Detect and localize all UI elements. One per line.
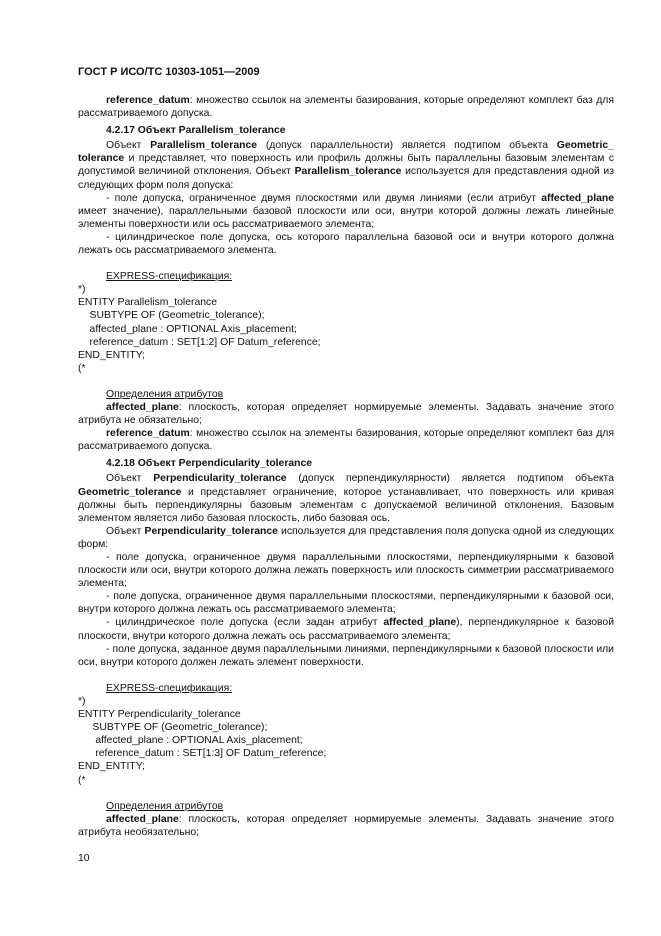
definition: : плоскость, которая определяет нормируемые элементы. Задавать значение этого атрибута необязательно;: [78, 813, 614, 838]
s17-list-item: - цилиндрическое поле допуска, ось которого параллельна базовой оси и внутри которого должна лежать ось рассматриваемого элемента.: [78, 231, 614, 257]
s18-list-item: - поле допуска, заданное двумя параллельными линиями, перпендикулярными к базовой плоскости или оси, внутри которого должен лежать элемент поверхности.: [78, 643, 614, 668]
definition: : множество ссылок на элементы базирования, которые определяют комплект баз для рассматриваемого допуска.: [78, 428, 614, 453]
term: Parallelism_tolerance: [294, 166, 402, 178]
s18-list-item: - поле допуска, ограниченное двумя параллельными плоскостями, перпендикулярными к базовой плоскости или оси, внутри которого должна лежать поверхность или плоскость симметрии рассматриваемого элемента;: [78, 552, 614, 590]
term: affected_plane: [383, 617, 457, 629]
express-code: [78, 695, 614, 787]
term: reference_datum: [106, 428, 190, 440]
code-line: reference_datum : SET[1:3] OF Datum_reference;: [78, 748, 327, 760]
code-line: reference_datum : SET[1:2] OF Datum_reference;: [78, 336, 321, 348]
express-label: EXPRESS-спецификация:: [106, 682, 233, 694]
s18-list-item: [78, 616, 614, 642]
code-line: affected_plane : OPTIONAL Axis_placement;: [78, 735, 303, 747]
term: affected_plane: [541, 192, 614, 204]
term: reference_datum: [106, 95, 190, 106]
code-line: *): [78, 695, 86, 707]
rd-paragraph: [78, 94, 614, 120]
s18-list-item: - поле допуска, ограниченное двумя параллельными плоскостями, перпендикулярными к базовой оси, внутри которого должна лежать ось рассматриваемого элемента;: [78, 591, 614, 616]
definition: : множество ссылок на элементы базирования, которые определяют комплект баз для рассматриваемого допуска.: [78, 95, 614, 120]
text: - цилиндрическое поле допуска (если задан атрибут: [106, 617, 384, 629]
text: ), перпендикулярное к базовой плоскости, внутри которого должна лежать ось рассматриваемого элемента;: [78, 617, 614, 642]
express-label: EXPRESS-спецификация:: [106, 271, 233, 283]
attr-paragraph: [78, 427, 614, 453]
code-line: SUBTYPE OF (Geometric_tolerance);: [78, 310, 265, 322]
code-line: ENTITY Perpendicularity_tolerance: [78, 709, 241, 721]
s17-paragraph: [78, 139, 614, 191]
text: используется для представления поля допуска одной из следующих форм:: [78, 525, 614, 550]
definition: : плоскость, которая определяет нормируемые элементы. Задавать значение этого атрибута не обязательно;: [78, 401, 614, 427]
s18-paragraph: [78, 472, 614, 524]
text: имеет значение), параллельными базовой плоскости или оси, внутри которой должны лежать линейные элементы поверхности или ось рассматриваемого элемента;: [78, 205, 614, 230]
page-content: [78, 94, 614, 839]
attr-paragraph: [78, 813, 614, 839]
text: используется для представления одной из следующих форм поля допуска:: [78, 166, 614, 191]
code-line: (*: [78, 774, 86, 786]
term: Parallelism_tolerance: [150, 140, 258, 152]
text: Объект: [106, 525, 145, 537]
code-line: END_ENTITY;: [78, 349, 145, 361]
s18-paragraph: [78, 525, 614, 551]
code-line: affected_plane : OPTIONAL Axis_placement;: [78, 323, 297, 335]
term: Perpendicularity_tolerance: [153, 473, 287, 485]
page-number: 10: [78, 853, 90, 864]
term: Geometric_ tolerance: [78, 140, 614, 165]
term: Geometric_tolerance: [78, 486, 182, 498]
code-line: ENTITY Parallelism_tolerance: [78, 297, 217, 309]
s17-list-item: [78, 192, 614, 231]
term: affected_plane: [106, 813, 179, 825]
express-code: [78, 283, 614, 375]
text: и представляет ограничение, которое устанавливает, что поверхность или кривая должны быть перпендикулярны базовым элементам с допускаемой величиной отклонения. Базовым элементом является либо базовая плоскость, либо базовая ось.: [78, 486, 614, 524]
section-4-2-17-heading: 4.2.17 Объект Parallelism_tolerance: [106, 125, 286, 137]
section-4-2-18-heading: 4.2.18 Объект Perpendicularity_tolerance: [106, 458, 313, 470]
attr-paragraph: [78, 401, 614, 427]
text: - поле допуска, ограниченное двумя плоскостями или двумя линиями (если атрибут: [106, 192, 542, 204]
text: (допуск параллельности) является подтипом объекта: [257, 140, 557, 152]
text: Объект: [106, 473, 154, 485]
code-line: END_ENTITY;: [78, 761, 145, 773]
attributes-label: Определения атрибутов: [106, 388, 224, 400]
text: и представляет, что поверхность или профиль должны быть параллельны базовым элементам с допустимой величиной отклонения. Объект: [78, 153, 614, 178]
text: Объект: [106, 140, 151, 152]
term: affected_plane: [106, 401, 179, 413]
code-line: SUBTYPE OF (Geometric_tolerance);: [78, 722, 268, 734]
page-header: ГОСТ Р ИСО/ТС 10303-1051—2009: [78, 66, 260, 78]
text: (допуск перпендикулярности) является подтипом объекта: [286, 473, 614, 485]
code-line: (*: [78, 362, 86, 374]
term: Perpendicularity_tolerance: [144, 525, 278, 537]
code-line: *): [78, 284, 86, 296]
attributes-label: Определения атрибутов: [106, 800, 224, 812]
